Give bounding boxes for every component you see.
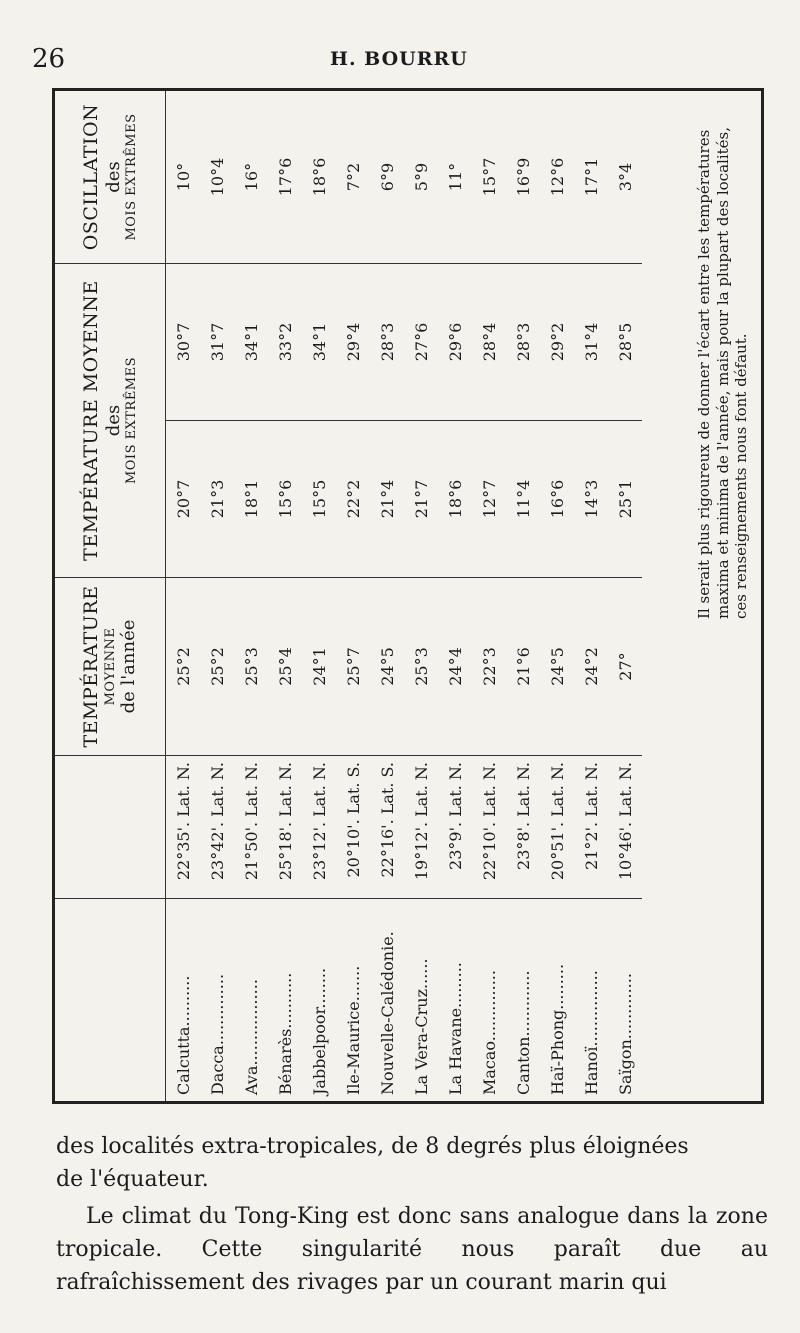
- annual-mean-sub: MOYENNE: [102, 627, 118, 706]
- climate-table: [55, 91, 642, 1101]
- annual-mean-cell: 24°4: [438, 578, 472, 756]
- annual-mean-cell: 25°7: [336, 578, 370, 756]
- table-row: [302, 91, 336, 1101]
- station-cell: Calcutta..........: [173, 975, 193, 1095]
- oscillation-cell: 15°7: [472, 91, 506, 264]
- warmest-month-cell: 29°6: [438, 264, 472, 421]
- station-cell: Bénarès...........: [275, 972, 295, 1095]
- body-paragraph-1: [56, 1130, 768, 1196]
- annual-mean-cell: 21°6: [506, 578, 540, 756]
- rotated-table: [55, 91, 761, 1101]
- latitude-cell: 23°9'. Lat. N.: [438, 756, 472, 899]
- latitude-cell: 23°8'. Lat. N.: [506, 756, 540, 899]
- oscillation-cell: 12°6: [540, 91, 574, 264]
- warmest-month-cell: 28°3: [506, 264, 540, 421]
- table-row: [268, 91, 302, 1101]
- table-row: [166, 91, 201, 1101]
- coldest-month-cell: 15°5: [302, 421, 336, 578]
- coldest-month-cell: 21°4: [370, 421, 404, 578]
- latitude-cell: 21°2'. Lat. N.: [574, 756, 608, 899]
- latitude-header: [55, 756, 166, 899]
- oscillation-cell: 17°6: [268, 91, 302, 264]
- table-row: [234, 91, 268, 1101]
- warmest-month-cell: 34°1: [302, 264, 336, 421]
- coldest-month-cell: 11°4: [506, 421, 540, 578]
- table-row: [574, 91, 608, 1101]
- table-row: [472, 91, 506, 1101]
- extreme-mean-sub: des: [102, 404, 124, 437]
- oscillation-cell: 18°6: [302, 91, 336, 264]
- annual-mean-cell: 22°3: [472, 578, 506, 756]
- coldest-month-cell: 21°3: [200, 421, 234, 578]
- coldest-month-cell: 20°7: [166, 421, 201, 578]
- oscillation-cell: 10°4: [200, 91, 234, 264]
- station-cell: Macao..............: [479, 970, 499, 1095]
- body-line-2: de l'équateur.: [56, 1167, 209, 1192]
- oscillation-cell: 3°4: [608, 91, 642, 264]
- station-header: [55, 899, 166, 1102]
- annual-mean-cell: 24°2: [574, 578, 608, 756]
- coldest-month-cell: 21°7: [404, 421, 438, 578]
- oscillation-detail: MOIS EXTRÊMES: [124, 113, 140, 241]
- table-row: [370, 91, 404, 1101]
- coldest-month-cell: 12°7: [472, 421, 506, 578]
- table-row: [404, 91, 438, 1101]
- oscillation-header: [55, 91, 166, 264]
- annual-mean-title: TEMPÉRATURE: [80, 585, 102, 748]
- oscillation-cell: 16°9: [506, 91, 540, 264]
- latitude-cell: 19°12'. Lat. N.: [404, 756, 438, 899]
- latitude-cell: 23°42'. Lat. N.: [200, 756, 234, 899]
- oscillation-sub: des: [102, 161, 124, 193]
- coldest-month-cell: 22°2: [336, 421, 370, 578]
- annual-mean-cell: 25°2: [166, 578, 201, 756]
- table-row: [336, 91, 370, 1101]
- oscillation-cell: 10°: [166, 91, 201, 264]
- annual-mean-cell: 25°3: [234, 578, 268, 756]
- station-cell: Dacca..............: [207, 973, 227, 1095]
- extreme-mean-title: TEMPÉRATURE MOYENNE: [80, 280, 102, 561]
- annual-mean-cell: 25°3: [404, 578, 438, 756]
- oscillation-title: OSCILLATION: [80, 103, 102, 251]
- page-header: [0, 38, 800, 72]
- oscillation-cell: 5°9: [404, 91, 438, 264]
- station-cell: Saïgon.............: [615, 973, 635, 1095]
- station-cell: La Vera-Cruz......: [411, 958, 431, 1095]
- coldest-month-cell: 18°1: [234, 421, 268, 578]
- annual-mean-header: [55, 578, 166, 756]
- warmest-month-cell: 31°7: [200, 264, 234, 421]
- annual-mean-cell: 24°5: [370, 578, 404, 756]
- table-header-row: [55, 91, 166, 1101]
- annual-mean-cell: 25°4: [268, 578, 302, 756]
- annual-mean-cell: 25°2: [200, 578, 234, 756]
- latitude-cell: 23°12'. Lat. N.: [302, 756, 336, 899]
- extreme-mean-header: [55, 264, 166, 578]
- warmest-month-cell: 28°5: [608, 264, 642, 421]
- warmest-month-cell: 29°4: [336, 264, 370, 421]
- coldest-month-cell: 15°6: [268, 421, 302, 578]
- station-cell: Canton.............: [513, 970, 533, 1095]
- warmest-month-cell: 29°2: [540, 264, 574, 421]
- coldest-month-cell: 25°1: [608, 421, 642, 578]
- warmest-month-cell: 34°1: [234, 264, 268, 421]
- warmest-month-cell: 31°4: [574, 264, 608, 421]
- latitude-cell: 10°46'. Lat. N.: [608, 756, 642, 899]
- annual-mean-detail: de l'année: [118, 619, 140, 714]
- warmest-month-cell: 30°7: [166, 264, 201, 421]
- oscillation-cell: 6°9: [370, 91, 404, 264]
- page-number: 26: [32, 44, 66, 74]
- oscillation-cell: 16°: [234, 91, 268, 264]
- oscillation-cell: 7°2: [336, 91, 370, 264]
- latitude-cell: 20°10'. Lat. S.: [336, 756, 370, 899]
- warmest-month-cell: 33°2: [268, 264, 302, 421]
- running-head: H. BOURRU: [330, 48, 468, 70]
- warmest-month-cell: 28°4: [472, 264, 506, 421]
- latitude-cell: 20°51'. Lat. N.: [540, 756, 574, 899]
- latitude-cell: 22°16'. Lat. S.: [370, 756, 404, 899]
- station-cell: La Havane.........: [445, 962, 465, 1095]
- oscillation-cell: 17°1: [574, 91, 608, 264]
- oscillation-cell: 11°: [438, 91, 472, 264]
- table-body: [166, 91, 643, 1101]
- coldest-month-cell: 18°6: [438, 421, 472, 578]
- table-row: [200, 91, 234, 1101]
- table-footnote: Il serait plus rigoureux de donner l'écart entre les températures maxima et minima de l'année, mais pour la plupart des localités, ces renseignements nous font défaut.: [694, 127, 751, 619]
- station-cell: Haï-Phong.........: [547, 963, 567, 1095]
- table-row: [506, 91, 540, 1101]
- annual-mean-cell: 27°: [608, 578, 642, 756]
- body-line-1: des localités extra-tropicales, de 8 degrés plus éloignées: [56, 1134, 689, 1159]
- climate-table-frame: [52, 88, 764, 1104]
- coldest-month-cell: 16°6: [540, 421, 574, 578]
- latitude-cell: 21°50'. Lat. N.: [234, 756, 268, 899]
- station-cell: Nouvelle-Calédonie.: [377, 931, 397, 1095]
- annual-mean-cell: 24°1: [302, 578, 336, 756]
- latitude-cell: 22°35'. Lat. N.: [166, 756, 201, 899]
- warmest-month-cell: 28°3: [370, 264, 404, 421]
- station-cell: Hanoï...............: [581, 970, 601, 1095]
- latitude-cell: 25°18'. Lat. N.: [268, 756, 302, 899]
- latitude-cell: 22°10'. Lat. N.: [472, 756, 506, 899]
- warmest-month-cell: 27°6: [404, 264, 438, 421]
- station-cell: Ile-Maurice.......: [343, 965, 363, 1095]
- extreme-mean-detail: MOIS EXTRÊMES: [124, 356, 140, 485]
- body-paragraph-2: Le climat du Tong-King est donc sans analogue dans la zone tropicale. Cette singularité nous paraît due au rafraîchissement des rivages par un courant marin qui: [56, 1204, 768, 1295]
- station-cell: Jabbelpoor........: [309, 967, 329, 1095]
- table-row: [608, 91, 642, 1101]
- table-row: [540, 91, 574, 1101]
- table-row: [438, 91, 472, 1101]
- annual-mean-cell: 24°5: [540, 578, 574, 756]
- station-cell: Ava.................: [241, 979, 261, 1095]
- coldest-month-cell: 14°3: [574, 421, 608, 578]
